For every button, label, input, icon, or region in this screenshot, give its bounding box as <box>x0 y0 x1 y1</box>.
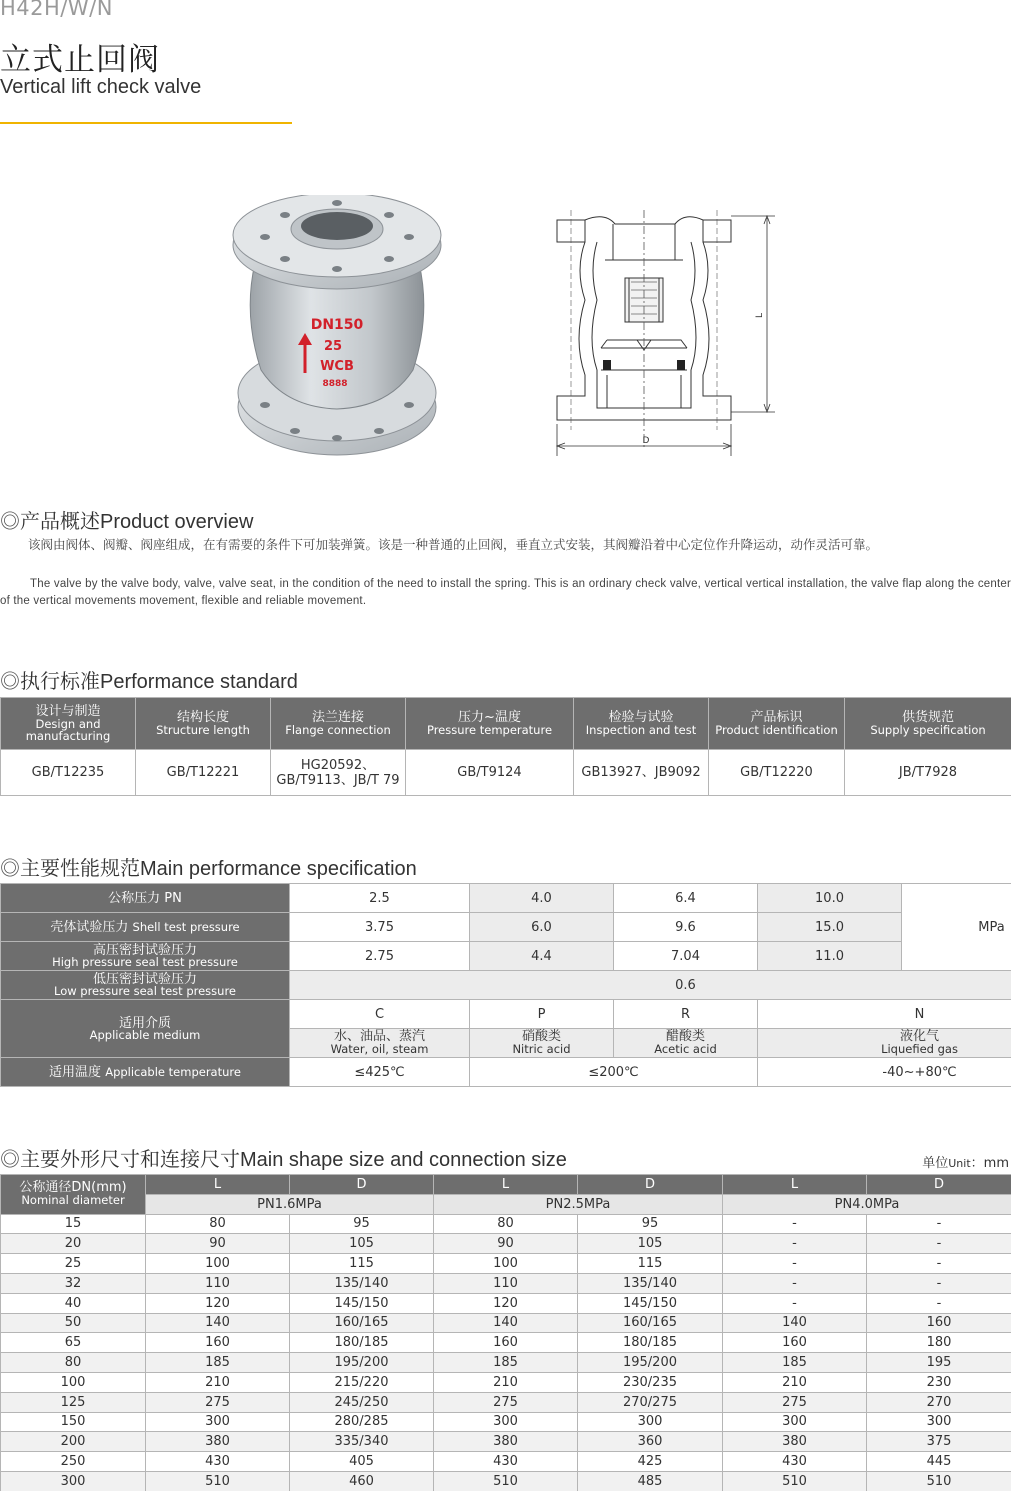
dn-cell: 80 <box>1 1353 146 1373</box>
dimension-cell: 185 <box>723 1353 867 1373</box>
overview-text-cn: 该阀由阀体、阀瓣、阀座组成，在有需要的条件下可加装弹簧。该是一种普通的止回阀，垂直立式安装，其阀瓣沿着中心定位作升降运动，动作灵活可靠。 <box>28 537 879 552</box>
dimension-cell: 230 <box>867 1372 1011 1392</box>
temp-label: 适用温度 Applicable temperature <box>1 1058 290 1087</box>
dn-cell: 32 <box>1 1273 146 1293</box>
dn-cell: 250 <box>1 1452 146 1472</box>
dimension-cell: 185 <box>146 1353 290 1373</box>
dimension-cell: 115 <box>578 1254 723 1274</box>
col-header: L <box>723 1175 867 1195</box>
pn-value: 10.0 <box>758 884 902 913</box>
std-value: GB/T12221 <box>136 750 271 796</box>
spec-heading: ◎主要性能规范Main performance specification <box>0 858 417 880</box>
dimension-cell: 210 <box>723 1372 867 1392</box>
dimension-cell: 105 <box>578 1234 723 1254</box>
standard-heading: ◎执行标准Performance standard <box>0 671 298 693</box>
dimension-cell: 95 <box>290 1214 434 1234</box>
dimension-cell: 510 <box>867 1471 1011 1491</box>
dimension-cell: 300 <box>723 1412 867 1432</box>
col-header: L <box>146 1175 290 1195</box>
high-seal-value: 7.04 <box>614 942 758 971</box>
dimension-cell: 140 <box>723 1313 867 1333</box>
shell-value: 3.75 <box>290 913 470 942</box>
medium-code: R <box>614 1000 758 1029</box>
dimension-cell: 300 <box>146 1412 290 1432</box>
unit-note: 单位Unit：mm <box>922 1156 1009 1171</box>
dimension-cell: 160 <box>434 1333 578 1353</box>
table-row <box>1 1353 1011 1373</box>
dimension-cell: 140 <box>434 1313 578 1333</box>
std-value: GB/T9124 <box>406 750 574 796</box>
dimension-cell: 510 <box>723 1471 867 1491</box>
unit-mpa: MPa <box>902 884 1011 971</box>
std-col-supply: 供货规范 Supply specification <box>845 698 1011 750</box>
dimension-cell: 425 <box>578 1452 723 1472</box>
dimension-cell: - <box>867 1254 1011 1274</box>
dim-L-label: L <box>755 312 765 318</box>
dimension-cell: 430 <box>723 1452 867 1472</box>
dimension-cell: 270/275 <box>578 1392 723 1412</box>
temp-value: -40~+80℃ <box>758 1058 1011 1087</box>
dim-D-label: D <box>642 436 650 446</box>
dimension-cell: - <box>723 1214 867 1234</box>
dimension-cell: 335/340 <box>290 1432 434 1452</box>
dimension-cell: 145/150 <box>290 1293 434 1313</box>
std-value: GB/T12220 <box>709 750 845 796</box>
dimension-cell: 430 <box>146 1452 290 1472</box>
dimension-cell: 380 <box>146 1432 290 1452</box>
std-col-design: 设计与制造 Design and manufacturing <box>1 698 136 750</box>
pn-value: 6.4 <box>614 884 758 913</box>
std-col-identification: 产品标识 Product identification <box>709 698 845 750</box>
dimension-cell: 195/200 <box>290 1353 434 1373</box>
high-seal-label: 高压密封试验压力 High pressure seal test pressure <box>1 942 290 971</box>
col-header: D <box>290 1175 434 1195</box>
high-seal-value: 11.0 <box>758 942 902 971</box>
dimension-cell: 300 <box>867 1412 1011 1432</box>
std-value: HG20592、GB/T9113、JB/T 79 <box>271 750 406 796</box>
pn-label: 公称压力 PN <box>1 884 290 913</box>
dimension-cell: 380 <box>723 1432 867 1452</box>
group-header: PN1.6MPa <box>146 1194 434 1214</box>
dimension-cell: 160/165 <box>578 1313 723 1333</box>
dimension-cell: 120 <box>146 1293 290 1313</box>
std-col-flange: 法兰连接 Flange connection <box>271 698 406 750</box>
dn-cell: 100 <box>1 1372 146 1392</box>
medium-name: 醋酸类 Acetic acid <box>614 1029 758 1058</box>
std-col-pressure: 压力~温度 Pressure temperature <box>406 698 574 750</box>
group-header: PN2.5MPa <box>434 1194 723 1214</box>
std-value: JB/T7928 <box>845 750 1011 796</box>
low-seal-value: 0.6 <box>290 971 1011 1000</box>
table-row <box>1 1471 1011 1491</box>
dimension-cell: 160 <box>146 1333 290 1353</box>
dn-cell: 20 <box>1 1234 146 1254</box>
dn-cell: 150 <box>1 1412 146 1432</box>
dimension-cell: 275 <box>434 1392 578 1412</box>
spec-table <box>0 883 1011 1087</box>
accent-rule <box>0 122 292 124</box>
shell-label: 壳体试验压力 Shell test pressure <box>1 913 290 942</box>
dimension-cell: 110 <box>434 1273 578 1293</box>
low-seal-label: 低压密封试验压力 Low pressure seal test pressure <box>1 971 290 1000</box>
dimension-cell: 160 <box>723 1333 867 1353</box>
dimension-cell: 245/250 <box>290 1392 434 1412</box>
marking-4: 8888 <box>322 379 348 389</box>
dimension-cell: 195/200 <box>578 1353 723 1373</box>
dimension-cell: - <box>723 1254 867 1274</box>
dimension-cell: 135/140 <box>290 1273 434 1293</box>
dimension-cell: - <box>867 1214 1011 1234</box>
dn-cell: 40 <box>1 1293 146 1313</box>
group-header: PN4.0MPa <box>723 1194 1011 1214</box>
dn-cell: 50 <box>1 1313 146 1333</box>
dimension-cell: 100 <box>146 1254 290 1274</box>
std-value: GB/T12235 <box>1 750 136 796</box>
table-row <box>1 1214 1011 1234</box>
shell-value: 6.0 <box>470 913 614 942</box>
dimension-cell: 180/185 <box>290 1333 434 1353</box>
table-row <box>1 1452 1011 1472</box>
dimension-cell: 275 <box>723 1392 867 1412</box>
dn-cell: 15 <box>1 1214 146 1234</box>
standard-table <box>0 697 1011 796</box>
dimension-cell: 160 <box>867 1313 1011 1333</box>
dimension-cell: - <box>723 1273 867 1293</box>
dimension-cell: - <box>867 1234 1011 1254</box>
medium-name: 水、油品、蒸汽 Water, oil, steam <box>290 1029 470 1058</box>
dn-cell: 25 <box>1 1254 146 1274</box>
dimension-cell: 120 <box>434 1293 578 1313</box>
medium-label: 适用介质 Applicable medium <box>1 1000 290 1058</box>
shell-value: 15.0 <box>758 913 902 942</box>
valve-photo <box>225 195 450 460</box>
high-seal-value: 2.75 <box>290 942 470 971</box>
table-row <box>1 1432 1011 1452</box>
dn-cell: 125 <box>1 1392 146 1412</box>
medium-name: 硝酸类 Nitric acid <box>470 1029 614 1058</box>
dimension-cell: 375 <box>867 1432 1011 1452</box>
dimension-cell: 300 <box>578 1412 723 1432</box>
dimension-cell: 460 <box>290 1471 434 1491</box>
dimension-cell: 430 <box>434 1452 578 1472</box>
dimension-cell: 270 <box>867 1392 1011 1412</box>
dimension-cell: 275 <box>146 1392 290 1412</box>
overview-heading: ◎产品概述Product overview <box>0 511 254 533</box>
dimension-cell: 100 <box>434 1254 578 1274</box>
dimension-table <box>0 1174 1011 1491</box>
temp-value: ≤425℃ <box>290 1058 470 1087</box>
dimension-cell: 510 <box>146 1471 290 1491</box>
table-row <box>1 1412 1011 1432</box>
dimension-cell: 180/185 <box>578 1333 723 1353</box>
dimension-cell: - <box>723 1234 867 1254</box>
std-value: GB13927、JB9092 <box>574 750 709 796</box>
col-header: D <box>578 1175 723 1195</box>
table-row <box>1 1372 1011 1392</box>
dimension-heading: ◎主要外形尺寸和连接尺寸Main shape size and connection size <box>0 1149 567 1171</box>
dimension-cell: 445 <box>867 1452 1011 1472</box>
model-code: H42H/W/N <box>0 0 113 20</box>
dimension-cell: 180 <box>867 1333 1011 1353</box>
overview-text-en: The valve by the valve body, valve, valve seat, in the condition of the need to install the spring. This is an ordinary check valve, vertical vertical installation, the valve flap along the center of the vertical movements movement, flexible and reliable movement. <box>0 578 1011 607</box>
dimension-cell: 280/285 <box>290 1412 434 1432</box>
dimension-cell: 80 <box>434 1214 578 1234</box>
pn-value: 4.0 <box>470 884 614 913</box>
dimension-cell: 115 <box>290 1254 434 1274</box>
dimension-cell: - <box>867 1273 1011 1293</box>
dimension-cell: 210 <box>146 1372 290 1392</box>
table-row <box>1 1234 1011 1254</box>
temp-value: ≤200℃ <box>470 1058 758 1087</box>
medium-code: P <box>470 1000 614 1029</box>
dimension-cell: 195 <box>867 1353 1011 1373</box>
std-col-inspection: 检验与试验 Inspection and test <box>574 698 709 750</box>
dimension-cell: 300 <box>434 1412 578 1432</box>
pn-value: 2.5 <box>290 884 470 913</box>
dimension-cell: 145/150 <box>578 1293 723 1313</box>
dimension-cell: 405 <box>290 1452 434 1472</box>
std-col-structure: 结构长度 Structure length <box>136 698 271 750</box>
dimension-cell: 110 <box>146 1273 290 1293</box>
page-title-en: Vertical lift check valve <box>0 76 202 98</box>
dimension-cell: 185 <box>434 1353 578 1373</box>
dimension-cell: 380 <box>434 1432 578 1452</box>
dimension-cell: 360 <box>578 1432 723 1452</box>
table-row <box>1 1333 1011 1353</box>
col-header: L <box>434 1175 578 1195</box>
table-row <box>1 1392 1011 1412</box>
table-row <box>1 1293 1011 1313</box>
dimension-cell: 485 <box>578 1471 723 1491</box>
dimension-cell: 510 <box>434 1471 578 1491</box>
nominal-diameter-header: 公称通径DN(mm) Nominal diameter <box>1 1175 146 1215</box>
dimension-cell: 230/235 <box>578 1372 723 1392</box>
dimension-cell: 90 <box>434 1234 578 1254</box>
dimension-cell: 105 <box>290 1234 434 1254</box>
table-row <box>1 1273 1011 1293</box>
dimension-cell: 210 <box>434 1372 578 1392</box>
dimension-cell: - <box>723 1293 867 1313</box>
dimension-cell: - <box>867 1293 1011 1313</box>
marking-3: WCB <box>320 359 354 374</box>
dimension-cell: 160/165 <box>290 1313 434 1333</box>
marking-2: 25 <box>323 339 343 354</box>
medium-code: N <box>758 1000 1011 1029</box>
medium-name: 液化气 Liquefied gas <box>758 1029 1011 1058</box>
dimension-cell: 215/220 <box>290 1372 434 1392</box>
table-row <box>1 1254 1011 1274</box>
col-header: D <box>867 1175 1011 1195</box>
dimension-cell: 80 <box>146 1214 290 1234</box>
high-seal-value: 4.4 <box>470 942 614 971</box>
dimension-cell: 140 <box>146 1313 290 1333</box>
dimension-cell: 90 <box>146 1234 290 1254</box>
marking-1: DN150 <box>310 317 364 333</box>
dn-cell: 200 <box>1 1432 146 1452</box>
dimension-cell: 135/140 <box>578 1273 723 1293</box>
dn-cell: 300 <box>1 1471 146 1491</box>
shell-value: 9.6 <box>614 913 758 942</box>
dn-cell: 65 <box>1 1333 146 1353</box>
medium-code: C <box>290 1000 470 1029</box>
page-title-cn: 立式止回阀 <box>0 42 160 78</box>
table-row <box>1 1313 1011 1333</box>
dimension-cell: 95 <box>578 1214 723 1234</box>
valve-section-drawing <box>545 200 785 462</box>
